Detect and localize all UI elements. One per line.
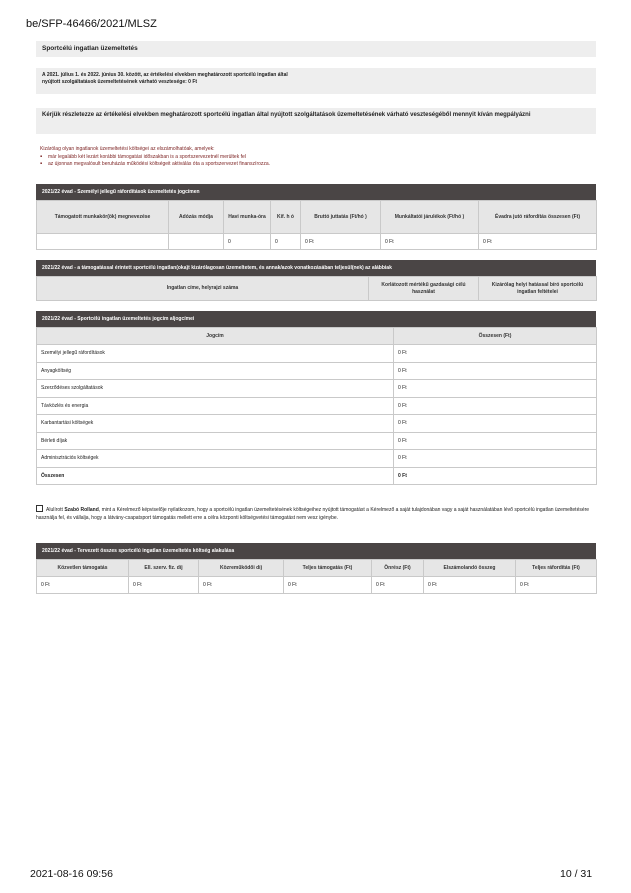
- request-text: Kérjük részletezze az értékelési elvekben meghatározott sportcélú ingatlan által nyújtott szolgáltatások üzemeltetésének várható veszteségéből mennyit kíván megpályázni: [36, 108, 596, 134]
- table-cell: 0 Ft: [284, 577, 372, 594]
- table-row: [37, 415, 597, 433]
- column-header: Kif. h ó: [271, 201, 301, 234]
- row-label: Szerződéses szolgáltatások: [37, 380, 394, 398]
- column-header: Közvetlen támogatás: [37, 560, 129, 577]
- intro-line: Kizárólag olyan ingatlanok üzemeltetési költségei az elszámolhatóak, amelyek:: [40, 146, 215, 152]
- row-value: 0 Ft: [394, 450, 597, 468]
- table-row: [37, 362, 597, 380]
- row-label: Távközlés és energia: [37, 397, 394, 415]
- column-header: Munkáltatói járulékok (Ft/hó ): [381, 201, 479, 234]
- facility-section: [36, 260, 596, 301]
- column-header: Adózás módja: [169, 201, 224, 234]
- table-cell: 0 Ft: [381, 234, 479, 250]
- table-cell: 0 Ft: [516, 577, 597, 594]
- total-label: Összesen: [37, 467, 394, 485]
- table-cell: [37, 234, 169, 250]
- column-header: Összesen (Ft): [394, 328, 597, 345]
- row-label: Adminisztrációs költségek: [37, 450, 394, 468]
- table-row: [37, 577, 597, 594]
- column-header: Évadra jutó ráfordítás összesen (Ft): [479, 201, 597, 234]
- column-header: Közreműködői díj: [199, 560, 284, 577]
- declaration-prefix: Alulírott: [46, 507, 65, 513]
- column-header: Elszámolandó összeg: [424, 560, 516, 577]
- section-title: Sportcélú ingatlan üzemeltetés: [36, 41, 596, 57]
- loss-note-line1: A 2021. július 1. és 2022. június 30. között, az értékelési elvekben meghatározott sportcélú ingatlan által: [42, 72, 288, 78]
- facility-table: [36, 276, 597, 301]
- table-cell: 0 Ft: [424, 577, 516, 594]
- column-header: Korlátozott mértékű gazdasági célú használat: [369, 277, 479, 301]
- planned-table: [36, 559, 597, 594]
- column-header: Önrész (Ft): [372, 560, 424, 577]
- declaration-checkbox[interactable]: [36, 505, 43, 512]
- intro-bullet: ▪ az újonnan megvalósult beruházás működési költségeit aktiválás óta a sportszervezet finanszírozza.: [40, 161, 596, 169]
- intro-block: [40, 146, 596, 169]
- table-cell: 0 Ft: [372, 577, 424, 594]
- row-value: 0 Ft: [394, 345, 597, 363]
- column-header: Támogatott munkakör(ök) megnevezése: [37, 201, 169, 234]
- column-header: Jogcím: [37, 328, 394, 345]
- table-cell: 0: [271, 234, 301, 250]
- column-header: Havi munka-óra: [224, 201, 271, 234]
- table-row: [37, 345, 597, 363]
- row-value: 0 Ft: [394, 362, 597, 380]
- column-header: Ingatlan címe, helyrajzi száma: [37, 277, 369, 301]
- subtitles-section: [36, 311, 596, 485]
- row-label: Személyi jellegű ráfordítások: [37, 345, 394, 363]
- representative-name: Szabó Rolland: [64, 507, 99, 513]
- loss-note-line2: nyújtott szolgáltatások üzemeltetésének várható vesztesége: 0 Ft: [42, 79, 198, 85]
- planned-title: 2021/22 évad - Tervezett összes sportcélú ingatlan üzemeltetés költség alakulása: [36, 543, 596, 559]
- total-value: 0 Ft: [394, 467, 597, 485]
- facility-title: 2021/22 évad - a támogatással érintett sportcélú ingatlan(oka)t kizárólagosan üzemeltetem, és annak/azok vonatkozásában teljesül(nek) az alábbiak: [36, 260, 596, 276]
- declaration-text: , mint a Kérelmező képviselője nyilatkozom, hogy a sportcélú ingatlan üzemeltetésének költségeihez nyújtott támogatást a Kérelmező a saját tulajdonában vagy a saját használatában lévő sportcélú ingatlan üzemeltetésére használja fel, és vállalja, hogy a látvány-csapatsport támogatás mellett erre a célra központi költségvetési támogatást nem vesz igénybe.: [36, 507, 590, 521]
- planned-section: [36, 543, 596, 594]
- total-row: [37, 467, 597, 485]
- subtitles-table: [36, 327, 597, 485]
- column-header: Teljes támogatás (Ft): [284, 560, 372, 577]
- row-value: 0 Ft: [394, 415, 597, 433]
- personnel-section: [36, 184, 596, 250]
- subtitles-title: 2021/22 évad - Sportcélú ingatlan üzemeltetés jogcím aljogcímei: [36, 311, 596, 327]
- column-header: Bruttó juttatás (Ft/hó ): [301, 201, 381, 234]
- table-cell: 0 Ft: [199, 577, 284, 594]
- row-label: Anyagköltség: [37, 362, 394, 380]
- column-header: Ell. szerv. fiz. díj: [129, 560, 199, 577]
- loss-note: [36, 68, 596, 94]
- row-value: 0 Ft: [394, 397, 597, 415]
- table-cell: 0 Ft: [479, 234, 597, 250]
- table-row: [37, 380, 597, 398]
- table-cell: 0 Ft: [129, 577, 199, 594]
- footer-date: 2021-08-16 09:56: [30, 868, 113, 880]
- row-value: 0 Ft: [394, 432, 597, 450]
- declaration: [36, 505, 596, 522]
- page-number: 10 / 31: [560, 868, 593, 880]
- row-label: Bérleti díjak: [37, 432, 394, 450]
- row-value: 0 Ft: [394, 380, 597, 398]
- table-cell: 0 Ft: [37, 577, 129, 594]
- table-row: [37, 432, 597, 450]
- table-row: [37, 234, 597, 250]
- table-cell: 0: [224, 234, 271, 250]
- table-row: [37, 397, 597, 415]
- table-row: [37, 450, 597, 468]
- document-id: be/SFP-46466/2021/MLSZ: [26, 18, 157, 30]
- personnel-table: [36, 200, 597, 250]
- table-cell: [169, 234, 224, 250]
- column-header: Kizárólag helyi hatással bíró sportcélú ingatlan feltételei: [479, 277, 597, 301]
- personnel-title: 2021/22 évad - Személyi jellegű ráfordítások üzemeltetés jogcímen: [36, 184, 596, 200]
- intro-bullet: ▪ már legalább két lezárt korábbi támogatási időszakban is a sportszervezetnél merültek fel: [40, 154, 596, 162]
- table-cell: 0 Ft: [301, 234, 381, 250]
- row-label: Karbantartási költségek: [37, 415, 394, 433]
- column-header: Teljes ráfordítás (Ft): [516, 560, 597, 577]
